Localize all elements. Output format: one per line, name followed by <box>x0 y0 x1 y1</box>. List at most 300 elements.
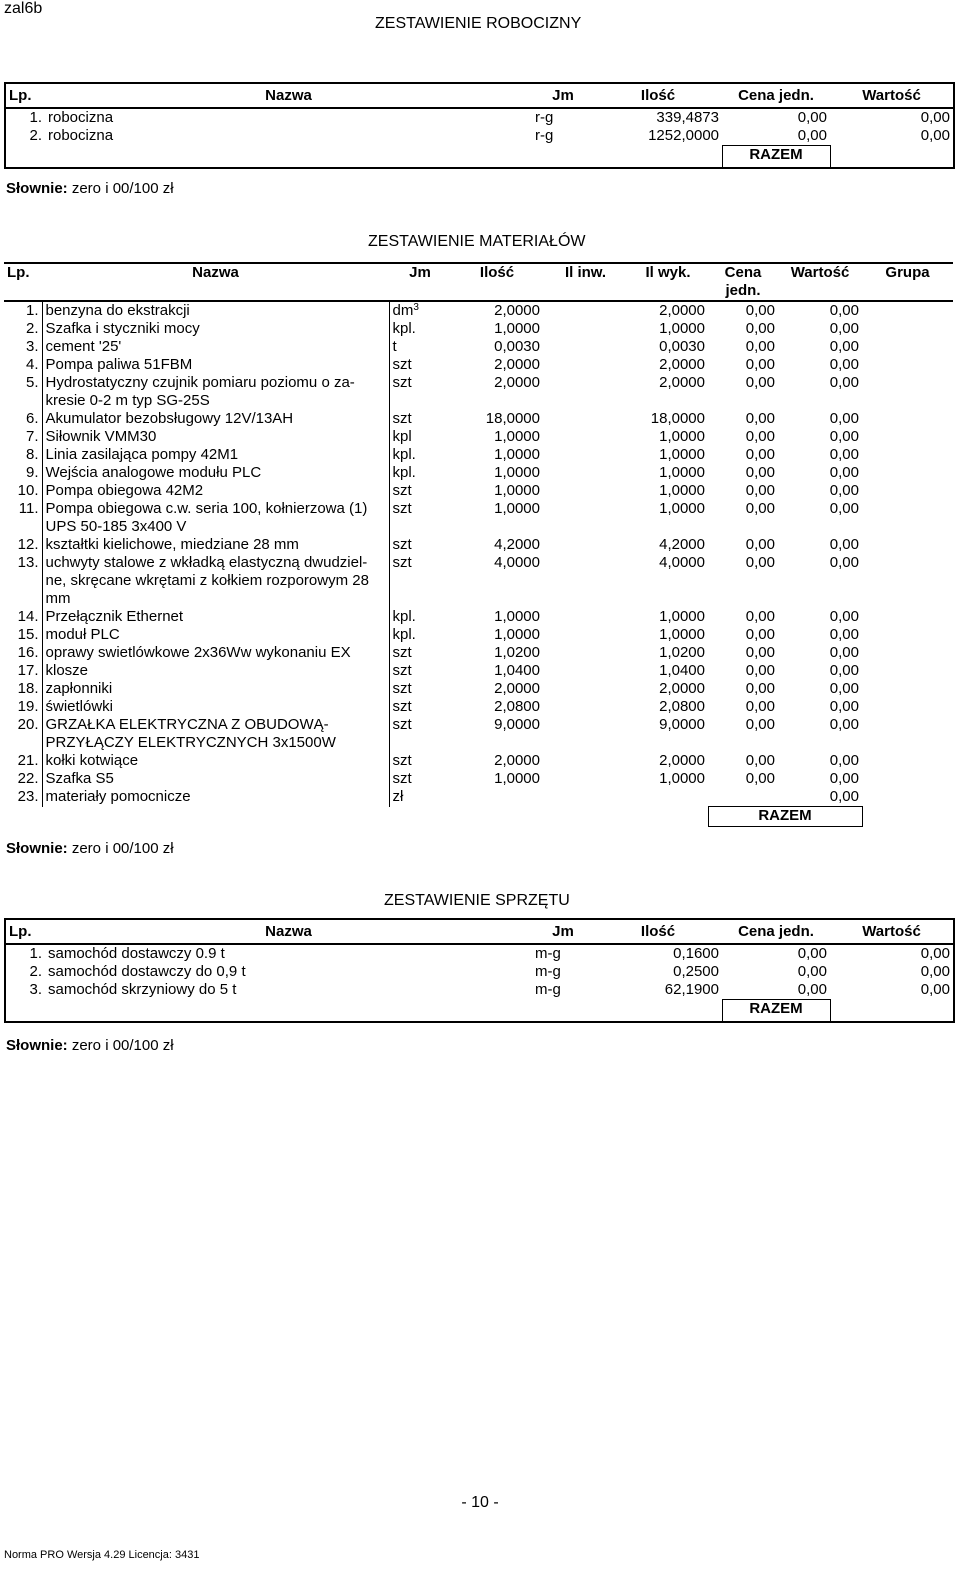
cell-cena: 0,00 <box>797 127 827 144</box>
cell-wartosc: 0,00 <box>829 356 859 373</box>
sprzet-slownie <box>6 1037 174 1054</box>
cell-jm: r-g <box>535 127 554 144</box>
jm-text: szt <box>392 770 412 787</box>
cell-lp: 7. <box>25 428 39 445</box>
cell-grupa <box>862 554 953 608</box>
cell-il-inw <box>543 644 628 662</box>
cell-nazwa: Hydrostatyczny czujnik pomiaru poziomu o za-kresie 0-2 m typ SG-25S <box>42 374 389 410</box>
col-jm: Jm <box>532 919 594 944</box>
cell-jm <box>389 464 451 482</box>
jm-text: szt <box>392 554 412 571</box>
cell-cena: 0,00 <box>745 626 775 643</box>
robocizna-title: ZESTAWIENIE ROBOCIZNY <box>375 15 582 32</box>
cell-jm <box>389 770 451 788</box>
cell-ilosc: 0,0030 <box>494 338 540 355</box>
cell-wartosc: 0,00 <box>829 338 859 355</box>
sprzet-header-row <box>5 919 954 944</box>
cell-il-wyk: 2,0000 <box>659 302 705 319</box>
cell-lp: 22. <box>17 770 39 787</box>
table-row <box>4 356 953 374</box>
cell-grupa <box>862 698 953 716</box>
cell-ilosc: 339,4873 <box>656 109 719 126</box>
cell-il-wyk: 1,0000 <box>659 626 705 643</box>
col-wartosc: Wartość <box>790 264 850 281</box>
cell-cena: 0,00 <box>745 464 775 481</box>
jm-superscript: 3 <box>413 302 419 313</box>
cell-jm <box>389 500 451 536</box>
cell-wartosc: 0,00 <box>829 374 859 391</box>
cell-lp: 1. <box>29 109 42 126</box>
cell-ilosc: 1,0000 <box>494 608 540 625</box>
cell-grupa <box>862 788 953 807</box>
cell-il-inw <box>543 698 628 716</box>
page-number: - 10 - <box>461 1494 499 1511</box>
cell-grupa <box>862 356 953 374</box>
cell-ilosc: 2,0000 <box>494 374 540 391</box>
cell-grupa <box>862 482 953 500</box>
table-row <box>4 770 953 788</box>
cell-ilosc: 4,2000 <box>494 536 540 553</box>
jm-text: kpl. <box>392 608 416 625</box>
cell-lp: 23. <box>17 788 39 805</box>
materialy-table <box>4 262 953 827</box>
razem-value <box>830 1000 954 1022</box>
cell-grupa <box>862 338 953 356</box>
table-row <box>4 338 953 356</box>
jm-text: szt <box>392 482 412 499</box>
cell-cena: 0,00 <box>745 680 775 697</box>
cell-ilosc: 2,0800 <box>494 698 540 715</box>
slownie-value: zero i 00/100 zł <box>71 180 174 197</box>
cell-nazwa: robocizna <box>48 127 114 144</box>
cell-grupa <box>862 301 953 320</box>
col-wartosc: Wartość <box>830 919 954 944</box>
col-il-inw: Il inw. <box>564 264 607 281</box>
jm-text: szt <box>392 680 412 697</box>
robocizna-slownie <box>6 180 174 197</box>
cell-jm: r-g <box>535 109 554 126</box>
cell-lp: 12. <box>17 536 39 553</box>
cell-il-wyk: 1,0000 <box>659 464 705 481</box>
cell-cena: 0,00 <box>745 428 775 445</box>
cell-nazwa: moduł PLC <box>42 626 389 644</box>
cell-lp: 17. <box>17 662 39 679</box>
cell-il-wyk: 1,0400 <box>659 662 705 679</box>
cell-lp: 19. <box>17 698 39 715</box>
table-row <box>5 963 954 981</box>
cell-ilosc: 1,0000 <box>494 500 540 517</box>
jm-text: szt <box>392 698 412 715</box>
razem-value <box>830 146 954 168</box>
cell-il-wyk: 2,0000 <box>659 374 705 391</box>
table-row <box>4 301 953 320</box>
table-row <box>4 626 953 644</box>
jm-text: szt <box>392 374 412 391</box>
cell-nazwa: cement '25' <box>42 338 389 356</box>
cell-jm <box>389 662 451 680</box>
cell-wartosc: 0,00 <box>920 981 950 998</box>
cell-ilosc: 1,0000 <box>494 428 540 445</box>
cell-ilosc: 1252,0000 <box>648 127 719 144</box>
cell-grupa <box>862 428 953 446</box>
cell-jm <box>389 320 451 338</box>
cell-lp: 16. <box>17 644 39 661</box>
cell-il-inw <box>543 320 628 338</box>
cell-lp: 2. <box>29 127 42 144</box>
razem-row <box>5 1000 954 1022</box>
cell-ilosc: 1,0000 <box>494 320 540 337</box>
slownie-label: Słownie: <box>6 180 68 197</box>
col-ilosc: Ilość <box>594 919 722 944</box>
cell-cena: 0,00 <box>745 374 775 391</box>
cell-jm <box>389 788 451 807</box>
cell-grupa <box>862 500 953 536</box>
cell-cena: 0,00 <box>745 752 775 769</box>
cell-il-wyk: 1,0000 <box>659 608 705 625</box>
table-row <box>4 500 953 536</box>
cell-nazwa: robocizna <box>48 109 114 126</box>
page-id: zal6b <box>4 0 43 17</box>
cell-grupa <box>862 374 953 410</box>
cell-wartosc: 0,00 <box>920 963 950 980</box>
cell-lp: 3. <box>29 981 42 998</box>
cell-ilosc: 2,0000 <box>494 302 540 319</box>
cell-jm <box>389 554 451 608</box>
cell-il-wyk: 1,0000 <box>659 320 705 337</box>
cell-il-inw <box>543 626 628 644</box>
jm-text: dm <box>392 302 414 319</box>
cell-grupa <box>862 752 953 770</box>
cell-cena: 0,00 <box>797 963 827 980</box>
cell-wartosc: 0,00 <box>829 554 859 571</box>
sprzet-table <box>4 918 955 1023</box>
cell-ilosc: 1,0000 <box>494 464 540 481</box>
cell-jm <box>389 608 451 626</box>
cell-lp: 6. <box>25 410 39 427</box>
cell-cena: 0,00 <box>745 698 775 715</box>
cell-ilosc: 1,0000 <box>494 482 540 499</box>
cell-grupa <box>862 680 953 698</box>
cell-jm <box>389 752 451 770</box>
cell-nazwa: samochód dostawczy 0.9 t <box>48 945 225 962</box>
cell-ilosc: 2,0000 <box>494 680 540 697</box>
cell-wartosc: 0,00 <box>920 945 950 962</box>
cell-wartosc: 0,00 <box>829 770 859 787</box>
table-row <box>5 944 954 963</box>
jm-text: kpl. <box>392 320 416 337</box>
cell-il-inw <box>543 356 628 374</box>
cell-cena: 0,00 <box>797 981 827 998</box>
razem-value <box>862 807 953 827</box>
cell-grupa <box>862 644 953 662</box>
razem-row <box>4 807 953 827</box>
jm-text: szt <box>392 410 412 427</box>
cell-ilosc: 2,0000 <box>494 356 540 373</box>
cell-lp: 2. <box>29 963 42 980</box>
cell-jm <box>389 680 451 698</box>
cell-wartosc: 0,00 <box>829 716 859 733</box>
col-lp: Lp. <box>5 919 45 944</box>
cell-wartosc: 0,00 <box>829 644 859 661</box>
cell-cena: 0,00 <box>745 302 775 319</box>
col-ilosc: Ilość <box>594 83 722 108</box>
table-row <box>4 644 953 662</box>
cell-il-wyk: 18,0000 <box>650 410 705 427</box>
cell-jm <box>389 301 451 320</box>
razem-spacer <box>4 807 708 827</box>
jm-text: szt <box>392 644 412 661</box>
col-cena: Cena jedn. <box>722 919 830 944</box>
cell-lp: 8. <box>25 446 39 463</box>
razem-label: RAZEM <box>722 1000 830 1022</box>
table-row <box>5 981 954 1000</box>
cell-lp: 10. <box>17 482 39 499</box>
cell-cena: 0,00 <box>745 770 775 787</box>
table-row <box>4 662 953 680</box>
cell-il-wyk: 4,0000 <box>659 554 705 571</box>
cell-nazwa: benzyna do ekstrakcji <box>42 301 389 320</box>
cell-jm: m-g <box>535 945 561 962</box>
table-row <box>4 428 953 446</box>
slownie-value: zero i 00/100 zł <box>71 840 174 857</box>
jm-text: kpl <box>392 428 412 445</box>
cell-grupa <box>862 536 953 554</box>
cell-il-wyk: 4,2000 <box>659 536 705 553</box>
cell-wartosc: 0,00 <box>829 536 859 553</box>
cell-ilosc <box>451 788 543 807</box>
cell-cena: 0,00 <box>797 109 827 126</box>
cell-lp: 13. <box>17 554 39 571</box>
table-row <box>4 320 953 338</box>
table-row <box>5 108 954 127</box>
cell-ilosc: 18,0000 <box>485 410 540 427</box>
cell-wartosc: 0,00 <box>829 752 859 769</box>
cell-ilosc: 0,2500 <box>673 963 719 980</box>
cell-nazwa: samochód dostawczy do 0,9 t <box>48 963 246 980</box>
cell-jm <box>389 698 451 716</box>
cell-il-wyk: 1,0000 <box>659 482 705 499</box>
cell-il-inw <box>543 500 628 536</box>
col-jm: Jm <box>532 83 594 108</box>
slownie-label: Słownie: <box>6 1037 68 1054</box>
cell-nazwa: kształtki kielichowe, miedziane 28 mm <box>42 536 389 554</box>
cell-wartosc: 0,00 <box>829 680 859 697</box>
sprzet-title: ZESTAWIENIE SPRZĘTU <box>384 892 570 909</box>
cell-il-wyk: 2,0800 <box>659 698 705 715</box>
table-row <box>4 716 953 752</box>
cell-lp: 1. <box>25 302 39 319</box>
cell-cena: 0,00 <box>745 662 775 679</box>
table-row <box>4 698 953 716</box>
cell-il-wyk: 9,0000 <box>659 716 705 733</box>
cell-nazwa: Akumulator bezobsługowy 12V/13AH <box>42 410 389 428</box>
cell-il-inw <box>543 482 628 500</box>
jm-text: t <box>392 338 397 355</box>
cell-lp: 11. <box>18 500 39 517</box>
cell-grupa <box>862 410 953 428</box>
cell-cena: 0,00 <box>745 716 775 733</box>
cell-nazwa: Pompa obiegowa 42M2 <box>42 482 389 500</box>
cell-il-inw <box>543 680 628 698</box>
cell-wartosc: 0,00 <box>920 127 950 144</box>
cell-cena: 0,00 <box>797 945 827 962</box>
cell-jm <box>389 644 451 662</box>
cell-ilosc: 1,0000 <box>494 770 540 787</box>
cell-wartosc: 0,00 <box>829 698 859 715</box>
cell-il-inw <box>543 464 628 482</box>
cell-jm <box>389 716 451 752</box>
table-row <box>4 608 953 626</box>
cell-il-inw <box>543 662 628 680</box>
jm-text: szt <box>392 752 412 769</box>
cell-wartosc: 0,00 <box>829 320 859 337</box>
cell-lp: 21. <box>17 752 39 769</box>
table-row <box>4 536 953 554</box>
cell-wartosc: 0,00 <box>920 109 950 126</box>
cell-wartosc: 0,00 <box>829 446 859 463</box>
cell-lp: 14. <box>17 608 39 625</box>
cell-cena: 0,00 <box>745 338 775 355</box>
cell-cena: 0,00 <box>745 446 775 463</box>
jm-text: zł <box>392 788 404 805</box>
cell-wartosc: 0,00 <box>829 464 859 481</box>
cell-grupa <box>862 770 953 788</box>
cell-nazwa: Linia zasilająca pompy 42M1 <box>42 446 389 464</box>
cell-nazwa: Pompa obiegowa c.w. seria 100, kołnierzowa (1) UPS 50-185 3x400 V <box>42 500 389 536</box>
cell-il-inw <box>543 716 628 752</box>
robocizna-table <box>4 82 955 169</box>
cell-il-inw <box>543 770 628 788</box>
table-row <box>4 752 953 770</box>
col-jm: Jm <box>409 264 431 281</box>
jm-text: kpl. <box>392 446 416 463</box>
cell-cena: 0,00 <box>745 536 775 553</box>
jm-text: szt <box>392 662 412 679</box>
jm-text: szt <box>392 536 412 553</box>
cell-il-inw <box>543 428 628 446</box>
razem-label: RAZEM <box>722 146 830 168</box>
cell-ilosc: 1,0400 <box>494 662 540 679</box>
cell-cena: 0,00 <box>745 482 775 499</box>
cell-jm <box>389 410 451 428</box>
cell-lp: 20. <box>17 716 39 733</box>
table-row <box>4 482 953 500</box>
cell-ilosc: 4,0000 <box>494 554 540 571</box>
col-il-wyk: Il wyk. <box>645 264 691 281</box>
cell-nazwa: Siłownik VMM30 <box>42 428 389 446</box>
col-wartosc: Wartość <box>830 83 954 108</box>
slownie-value: zero i 00/100 zł <box>71 1037 174 1054</box>
cell-cena: 0,00 <box>745 356 775 373</box>
cell-nazwa: Szafka S5 <box>42 770 389 788</box>
cell-grupa <box>862 608 953 626</box>
cell-wartosc: 0,00 <box>829 608 859 625</box>
table-row <box>4 680 953 698</box>
col-nazwa: Nazwa <box>45 83 532 108</box>
cell-il-wyk: 0,0030 <box>659 338 705 355</box>
cell-il-wyk: 2,0000 <box>659 752 705 769</box>
cell-wartosc: 0,00 <box>829 662 859 679</box>
cell-nazwa: GRZAŁKA ELEKTRYCZNA Z OBUDOWĄ-PRZYŁĄCZY ELEKTRYCZNYCH 3x1500W <box>42 716 389 752</box>
cell-il-wyk: 1,0000 <box>659 428 705 445</box>
cell-jm <box>389 536 451 554</box>
col-grupa: Grupa <box>885 264 930 281</box>
col-lp: Lp. <box>5 83 45 108</box>
cell-nazwa: Wejścia analogowe modułu PLC <box>42 464 389 482</box>
jm-text: szt <box>392 716 412 733</box>
slownie-label: Słownie: <box>6 840 68 857</box>
cell-ilosc: 62,1900 <box>664 981 719 998</box>
cell-nazwa: klosze <box>42 662 389 680</box>
table-row <box>4 464 953 482</box>
cell-nazwa: uchwyty stalowe z wkładką elastyczną dwudziel-ne, skręcane wkrętami z kołkiem rozporowym 28 mm <box>42 554 389 608</box>
materialy-header-row <box>4 263 953 301</box>
cell-cena: 0,00 <box>745 320 775 337</box>
cell-ilosc: 2,0000 <box>494 752 540 769</box>
cell-nazwa: materiały pomocnicze <box>42 788 389 807</box>
cell-ilosc: 1,0000 <box>494 626 540 643</box>
cell-il-wyk: 2,0000 <box>659 680 705 697</box>
license-text: Norma PRO Wersja 4.29 Licencja: 3431 <box>4 1549 200 1561</box>
cell-nazwa: samochód skrzyniowy do 5 t <box>48 981 237 998</box>
cell-cena: 0,00 <box>745 554 775 571</box>
cell-cena: 0,00 <box>745 410 775 427</box>
cell-il-inw <box>543 446 628 464</box>
cell-grupa <box>862 716 953 752</box>
table-row <box>4 788 953 807</box>
cell-il-inw <box>543 554 628 608</box>
cell-grupa <box>862 446 953 464</box>
cell-nazwa: kołki kotwiące <box>42 752 389 770</box>
cell-lp: 9. <box>25 464 39 481</box>
cell-il-wyk: 1,0000 <box>659 500 705 517</box>
razem-spacer <box>5 1000 722 1022</box>
cell-wartosc: 0,00 <box>829 302 859 319</box>
cell-nazwa: zapłonniki <box>42 680 389 698</box>
cell-wartosc: 0,00 <box>829 428 859 445</box>
cell-nazwa: Przełącznik Ethernet <box>42 608 389 626</box>
cell-il-wyk: 1,0200 <box>659 644 705 661</box>
cell-jm: m-g <box>535 981 561 998</box>
cell-il-wyk: 1,0000 <box>659 770 705 787</box>
cell-cena <box>708 788 778 807</box>
cell-il-inw <box>543 410 628 428</box>
table-row <box>4 554 953 608</box>
razem-spacer <box>5 146 722 168</box>
cell-nazwa: Pompa paliwa 51FBM <box>42 356 389 374</box>
col-cena: Cena jedn. <box>722 83 830 108</box>
cell-jm <box>389 626 451 644</box>
razem-label: RAZEM <box>708 807 862 827</box>
jm-text: szt <box>392 356 412 373</box>
cell-lp: 3. <box>25 338 39 355</box>
cell-lp: 5. <box>25 374 39 391</box>
cell-jm <box>389 338 451 356</box>
cell-nazwa: Szafka i styczniki mocy <box>42 320 389 338</box>
cell-il-inw <box>543 374 628 410</box>
table-row <box>4 446 953 464</box>
cell-cena: 0,00 <box>745 644 775 661</box>
cell-il-inw <box>543 752 628 770</box>
cell-il-wyk: 2,0000 <box>659 356 705 373</box>
col-lp: Lp. <box>7 264 30 281</box>
col-cena: Cena jedn. <box>724 264 762 299</box>
materialy-slownie <box>6 840 174 857</box>
cell-grupa <box>862 320 953 338</box>
cell-ilosc: 9,0000 <box>494 716 540 733</box>
cell-nazwa: świetlówki <box>42 698 389 716</box>
cell-grupa <box>862 626 953 644</box>
